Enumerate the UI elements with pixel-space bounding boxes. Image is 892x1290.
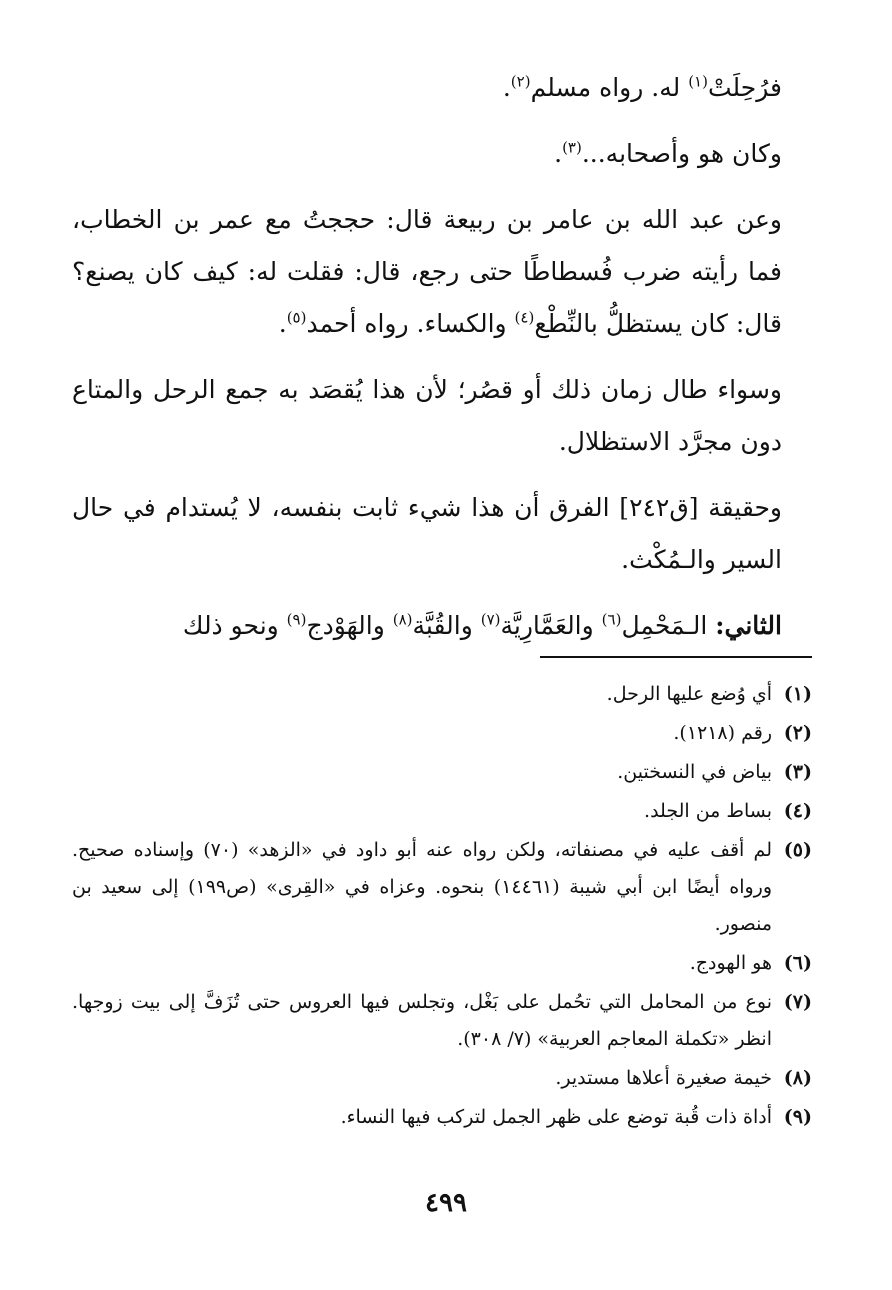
paragraph-5: وحقيقة [ق٢٤٢] الفرق أن هذا شيء ثابت بنفسه، لا يُستدام في حال السير والـمُكْث. (72, 493, 782, 574)
footnote-separator (540, 656, 812, 658)
footnotes (72, 676, 812, 1138)
footnote-text: أداة ذات قُبة توضع على ظهر الجمل لتركب فيها النساء. (340, 1106, 772, 1128)
section-lead: الثاني: (715, 611, 782, 640)
footnote-ref-3[interactable]: (٣) (562, 138, 582, 157)
paragraph-3: وعن عبد الله بن عامر بن ربيعة قال: حججتُ مع عمر بن الخطاب، فما رأيته ضرب فُسطاطًا حتى رجع، قال: فقلت له: كيف كان يصنع؟ قال: كان يستظلُّ بالنِّطْع$^{(٤)}$ والكساء. رواه أحمد$^{(٥)}$. (72, 205, 782, 338)
paragraph-4: وسواء طال زمان ذلك أو قصُر؛ لأن هذا يُقصَد به جمع الرحل والمتاع دون مجرَّد الاستظلال. (72, 375, 782, 456)
main-text (72, 62, 812, 666)
footnote-ref-2[interactable]: (٢) (510, 72, 531, 91)
footnote-number: (٩) (783, 1106, 812, 1128)
footnote-ref-1[interactable]: (١) (688, 72, 708, 91)
footnote-7 (72, 984, 812, 1058)
footnote-text: رقم (١٢١٨). (673, 722, 772, 744)
footnote-3 (72, 754, 812, 791)
footnote-ref-9[interactable]: (٩) (286, 610, 307, 629)
footnote-ref-5[interactable]: (٥) (286, 308, 307, 327)
footnote-number: (٢) (783, 722, 812, 744)
footnote-5 (72, 832, 812, 943)
footnote-number: (٥) (783, 839, 812, 861)
footnote-number: (٦) (783, 952, 812, 974)
footnote-ref-8[interactable]: (٨) (392, 610, 413, 629)
footnote-number: (٧) (783, 991, 812, 1013)
paragraph-2: وكان هو وأصحابه...$^{(٣)}$. (554, 138, 782, 168)
footnote-text: نوع من المحامل التي تحُمل على بَغْل، وتجلس فيها العروس حتى تُزَفَّ إلى بيت زوجها. انظر «تكملة المعاجم العربية» (٧/ ٣٠٨). (72, 991, 772, 1050)
footnote-ref-6[interactable]: (٦) (601, 610, 622, 629)
paragraph-6: الثاني: الـمَحْمِل$^{(٦)}$ والعَمَّارِيَّة$^{(٧)}$ والقُبَّة$^{(٨)}$ والهَوْدج$^{(٩)}$ ونحو ذلك (182, 610, 782, 640)
footnote-number: (٤) (783, 800, 812, 822)
paragraph-1: فرُحِلَتْ$^{(١)}$ له. رواه مسلم$^{(٢)}$. (502, 72, 782, 102)
footnote-1 (72, 676, 812, 713)
footnote-number: (٨) (783, 1067, 812, 1089)
footnote-number: (٣) (783, 761, 812, 783)
footnote-text: خيمة صغيرة أعلاها مستدير. (555, 1067, 772, 1089)
footnote-text: أي وُضع عليها الرحل. (606, 683, 772, 705)
footnote-text: بساط من الجلد. (644, 800, 772, 822)
footnote-6 (72, 945, 812, 982)
footnote-ref-4[interactable]: (٤) (514, 308, 535, 327)
footnote-2 (72, 715, 812, 752)
footnote-8 (72, 1060, 812, 1097)
footnote-text: لم أقف عليه في مصنفاته، ولكن رواه عنه أبو داود في «الزهد» (٧٠) وإسناده صحيح. ورواه أيضًا ابن أبي شيبة (١٤٤٦١) بنحوه. وعزاه في «القِرى» (ص١٩٩) إلى سعيد بن منصور. (72, 839, 773, 935)
footnote-4 (72, 793, 812, 830)
footnote-number: (١) (783, 683, 812, 705)
footnote-ref-7[interactable]: (٧) (480, 610, 501, 629)
footnote-text: هو الهودج. (689, 952, 772, 974)
footnote-9 (72, 1099, 812, 1136)
footnote-text: بياض في النسختين. (617, 761, 772, 783)
page-number: ٤٩٩ (425, 1188, 467, 1218)
